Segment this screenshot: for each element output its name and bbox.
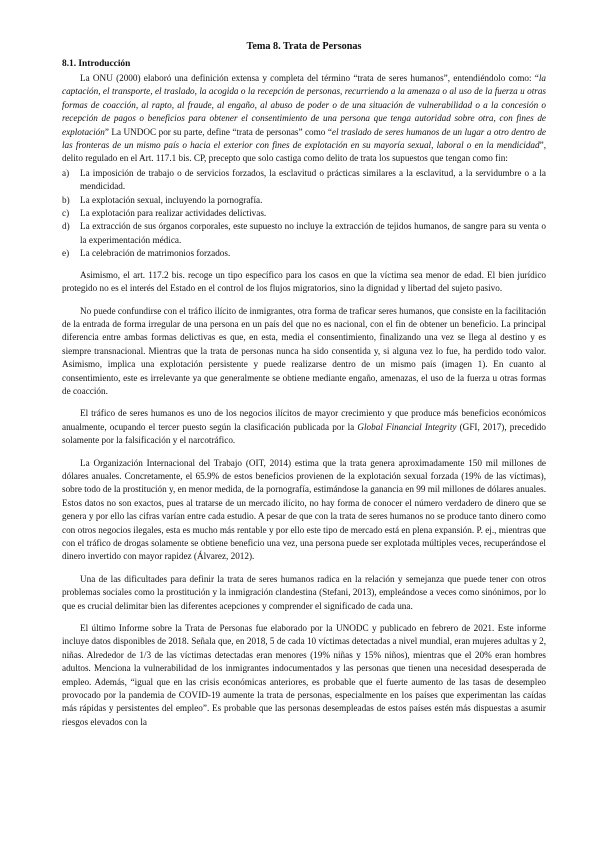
text-run: (GFI, 2017), precedido solamente por la falsificación y el narcotráfico. bbox=[62, 421, 546, 446]
list-text: La explotación sexual, incluyendo la pornografía. bbox=[80, 194, 263, 205]
list-marker: e) bbox=[62, 248, 70, 259]
list-item bbox=[62, 220, 546, 247]
paragraph-definition bbox=[62, 72, 546, 166]
list-text: La explotación para realizar actividades delictivas. bbox=[80, 208, 267, 219]
text-run: El tráfico de seres humanos es uno de los negocios ilícitos de mayor crecimiento y que produce más beneficios económicos anualmente, ocupando el tercer puesto según la clasificación publicada por la bbox=[62, 408, 546, 432]
list-marker: d) bbox=[62, 221, 70, 232]
quote-onu: la captación, el transporte, el traslado, la acogida o la recepción de personas, recurriendo a la amenaza o al uso de la fuerza u otras formas de coacción, al rapto, al fraude, al engaño, al abuso de poder o de una situación de vulnerabilidad o a la concesión o recepción de pagos o beneficios para obtener el consentimiento de una persona que tenga autoridad sobre otra, con fines de explotación bbox=[62, 73, 546, 137]
list-marker: b) bbox=[62, 194, 70, 205]
list-item bbox=[62, 207, 546, 220]
list-text: La celebración de matrimonios forzados. bbox=[80, 248, 231, 259]
list-text: La imposición de trabajo o de servicios forzados, la esclavitud o prácticas similares a la esclavitud, a la servidumbre o a la mendicidad. bbox=[80, 167, 546, 192]
paragraph-definition-difficulty: Una de las dificultades para definir la trata de seres humanos radica en la relación y semejanza que puede tener con otros problemas sociales como la prostitución y la inmigración clandestina (Stefani, 2013), empleándose a veces como sinónimos, por lo que es crucial delimitar bien las diferentes acepciones y comprender el significado de cada una. bbox=[62, 573, 546, 611]
gfi-name: Global Financial Integrity bbox=[357, 421, 457, 432]
paragraph-illicit-business bbox=[62, 407, 546, 447]
text-run: La ONU (2000) elaboró una definición extensa y completa del término “trata de seres humanos”, entendiéndolo como: “ bbox=[80, 73, 539, 83]
section-heading: 8.1. Introducción bbox=[62, 59, 131, 69]
list-marker: c) bbox=[62, 208, 70, 219]
text-run: ” La UNDOC por su parte, define “trata de personas” como “ bbox=[104, 126, 332, 137]
list-text: La extracción de sus órganos corporales, este supuesto no incluye la extracción de tejidos humanos, de sangre para su venta o la experimentación médica. bbox=[80, 221, 546, 245]
paragraph-minors: Asimismo, el art. 117.2 bis. recoge un tipo específico para los casos en que la víctima sea menor de edad. El bien jurídico protegido no es el interés del Estado en el control de los flujos migratorios, sino la dignidad y libertad del sujeto pasivo. bbox=[62, 269, 546, 294]
paragraph-oit-estimates: La Organización Internacional del Trabajo (OIT, 2014) estima que la trata genera aproximadamente 150 mil millones de dólares anuales. Concretamente, el 65.9% de estos beneficios provienen de la explotación sexual forzada (19% de las víctimas), sobre todo de la prostitución y, en menor medida, de la pornografía, estimándose la ganancia en 99 mil millones de dólares anuales. Estos datos no son exactos, pues al tratarse de un mercado ilícito, no hay forma de conocer el número verdadero de dinero que se genera y por ello las cifras varían entre cada estudio. A pesar de que con la trata de seres humanos no se produce tanto dinero como con otros negocios ilegales, esta es mucho más rentable y por ello este tipo de mercado está en plena expansión. P. ej., mientras que con el tráfico de drogas solamente se obtiene beneficio una vez, una persona puede ser explotada múltiples veces, recuperándose el dinero invertido con mayor rapidez (Álvarez, 2012). bbox=[62, 457, 546, 562]
list-item bbox=[62, 194, 546, 207]
quote-undoc: el traslado de seres humanos de un lugar a otro dentro de las fronteras de un mismo país o hacia el exterior con fines de explotación en su mayoría sexual, laboral o en la mendicidad bbox=[62, 126, 546, 151]
list-item bbox=[62, 247, 546, 260]
page-title: Tema 8. Trata de Personas bbox=[246, 41, 362, 52]
list-marker: a) bbox=[62, 167, 70, 178]
purpose-list bbox=[62, 167, 546, 261]
text-run: ”, delito regulado en el Art. 117.1 bis. CP, precepto que solo castiga como delito de trata los supuestos que tengan como fin: bbox=[62, 140, 546, 164]
list-item bbox=[62, 167, 546, 194]
paragraph-unodc-report: El último Informe sobre la Trata de Personas fue elaborado por la UNODC y publicado en febrero de 2021. Este informe incluye datos disponibles de 2018. Señala que, en 2018, 5 de cada 10 víctimas detectadas a nivel mundial, eran mujeres adultas y 2, niñas. Alrededor de 1/3 de las víctimas detectadas eran menores (19% niñas y 15% niños), mientras que el 20% eran hombres adultos. Menciona la vulnerabilidad de los inmigrantes indocumentados y las personas que tienen una necesidad desesperada de empleo. Además, “igual que en las crisis económicas anteriores, es probable que el fuerte aumento de las tasas de desempleo provocado por la pandemia de COVID-19 aumente la trata de personas, especialmente en los países que experimentan las caídas más rápidas y persistentes del empleo”. Es probable que las personas desempleadas de estos países estén más dispuestas a asumir riesgos elevados con la bbox=[62, 623, 546, 727]
paragraph-trafficking-difference: No puede confundirse con el tráfico ilícito de inmigrantes, otra forma de traficar seres humanos, que consiste en la facilitación de la entrada de forma irregular de una persona en un país del que no es nacional, con el fin de obtener un beneficio. La principal diferencia entre ambas formas delictivas es que, en esta, media el consentimiento, finalizando una vez se llega al destino y es siempre transnacional. Mientras que la trata de personas nunca ha sido consentida y, si alguna vez lo fue, ha perdido todo valor. Asimismo, implica una explotación persistente y puede realizarse dentro de un mismo país (imagen 1). En cuanto al consentimiento, este es irrelevante ya que generalmente se obtiene mediante engaño, amenazas, el uso de la fuerza u otras formas de coacción. bbox=[62, 305, 546, 396]
document-page bbox=[62, 40, 546, 738]
